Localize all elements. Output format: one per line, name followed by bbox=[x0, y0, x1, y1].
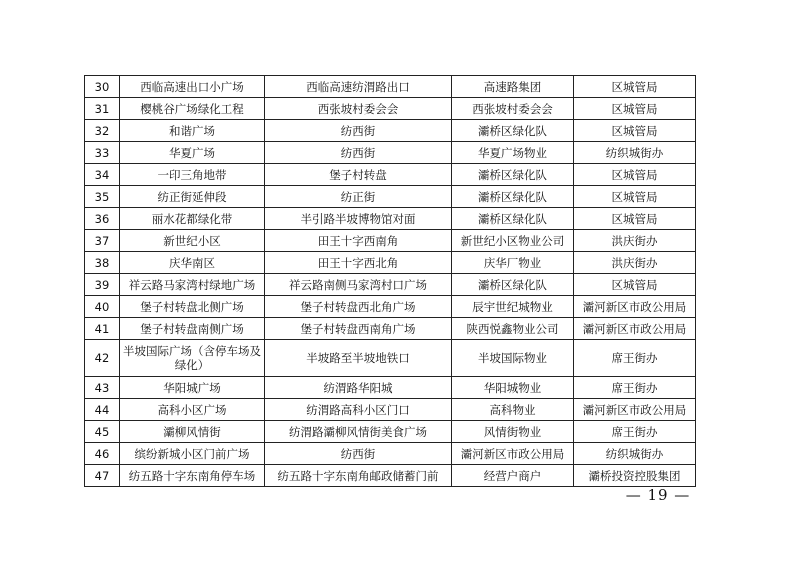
row-number: 39 bbox=[85, 274, 120, 296]
location-cell: 田王十字西南角 bbox=[265, 230, 452, 252]
supervising-dept: 灞河新区市政公用局 bbox=[574, 318, 696, 340]
supervising-dept: 洪庆街办 bbox=[574, 230, 696, 252]
supervising-dept: 洪庆街办 bbox=[574, 252, 696, 274]
location-cell: 堡子村转盘 bbox=[265, 164, 452, 186]
management-unit: 灞桥区绿化队 bbox=[452, 164, 574, 186]
row-number: 43 bbox=[85, 377, 120, 399]
table-row bbox=[85, 208, 696, 230]
location-cell: 纺西街 bbox=[265, 142, 452, 164]
table-row bbox=[85, 296, 696, 318]
location-cell: 纺西街 bbox=[265, 120, 452, 142]
row-number: 34 bbox=[85, 164, 120, 186]
table-row bbox=[85, 274, 696, 296]
location-cell: 纺渭路华阳城 bbox=[265, 377, 452, 399]
page-number: — 19 — bbox=[625, 486, 691, 504]
management-unit: 半坡国际物业 bbox=[452, 340, 574, 377]
supervising-dept: 区城管局 bbox=[574, 120, 696, 142]
table-row bbox=[85, 98, 696, 120]
supervising-dept: 灞桥投资控股集团 bbox=[574, 465, 696, 487]
management-unit: 灞桥区绿化队 bbox=[452, 274, 574, 296]
row-number: 31 bbox=[85, 98, 120, 120]
table-row bbox=[85, 142, 696, 164]
management-unit: 华阳城物业 bbox=[452, 377, 574, 399]
location-cell: 堡子村转盘西北角广场 bbox=[265, 296, 452, 318]
supervising-dept: 纺织城街办 bbox=[574, 443, 696, 465]
supervising-dept: 区城管局 bbox=[574, 208, 696, 230]
facility-name: 西临高速出口小广场 bbox=[120, 76, 265, 98]
facility-name: 高科小区广场 bbox=[120, 399, 265, 421]
table-row bbox=[85, 421, 696, 443]
table-row bbox=[85, 465, 696, 487]
management-unit: 经营户商户 bbox=[452, 465, 574, 487]
row-number: 44 bbox=[85, 399, 120, 421]
table-row bbox=[85, 377, 696, 399]
management-unit: 新世纪小区物业公司 bbox=[452, 230, 574, 252]
management-unit: 高速路集团 bbox=[452, 76, 574, 98]
table-body bbox=[85, 76, 696, 487]
facility-name: 丽水花都绿化带 bbox=[120, 208, 265, 230]
supervising-dept: 纺织城街办 bbox=[574, 142, 696, 164]
management-unit: 灞桥区绿化队 bbox=[452, 186, 574, 208]
supervising-dept: 区城管局 bbox=[574, 164, 696, 186]
facility-name: 祥云路马家湾村绿地广场 bbox=[120, 274, 265, 296]
row-number: 30 bbox=[85, 76, 120, 98]
facility-name: 樱桃谷广场绿化工程 bbox=[120, 98, 265, 120]
management-unit: 高科物业 bbox=[452, 399, 574, 421]
facility-name: 新世纪小区 bbox=[120, 230, 265, 252]
table-row bbox=[85, 164, 696, 186]
location-cell: 半引路半坡博物馆对面 bbox=[265, 208, 452, 230]
table-row bbox=[85, 399, 696, 421]
table-row bbox=[85, 186, 696, 208]
facility-name: 堡子村转盘南侧广场 bbox=[120, 318, 265, 340]
location-cell: 西临高速纺渭路出口 bbox=[265, 76, 452, 98]
facility-name: 庆华南区 bbox=[120, 252, 265, 274]
location-cell: 祥云路南侧马家湾村口广场 bbox=[265, 274, 452, 296]
facility-name: 灞柳风情街 bbox=[120, 421, 265, 443]
management-unit: 风情街物业 bbox=[452, 421, 574, 443]
management-unit: 庆华厂物业 bbox=[452, 252, 574, 274]
table-row bbox=[85, 252, 696, 274]
location-cell: 纺西街 bbox=[265, 443, 452, 465]
row-number: 37 bbox=[85, 230, 120, 252]
facility-name: 堡子村转盘北侧广场 bbox=[120, 296, 265, 318]
supervising-dept: 灞河新区市政公用局 bbox=[574, 399, 696, 421]
table-row bbox=[85, 443, 696, 465]
management-unit: 灞桥区绿化队 bbox=[452, 120, 574, 142]
facility-name: 华夏广场 bbox=[120, 142, 265, 164]
location-cell: 田王十字西北角 bbox=[265, 252, 452, 274]
supervising-dept: 区城管局 bbox=[574, 76, 696, 98]
facility-name: 缤纷新城小区门前广场 bbox=[120, 443, 265, 465]
management-unit: 华夏广场物业 bbox=[452, 142, 574, 164]
row-number: 38 bbox=[85, 252, 120, 274]
supervising-dept: 席王街办 bbox=[574, 340, 696, 377]
row-number: 42 bbox=[85, 340, 120, 377]
supervising-dept: 席王街办 bbox=[574, 421, 696, 443]
facility-name: 纺正街延伸段 bbox=[120, 186, 265, 208]
row-number: 32 bbox=[85, 120, 120, 142]
management-unit: 灞河新区市政公用局 bbox=[452, 443, 574, 465]
location-cell: 纺正街 bbox=[265, 186, 452, 208]
location-cell: 纺渭路灞柳风情街美食广场 bbox=[265, 421, 452, 443]
row-number: 33 bbox=[85, 142, 120, 164]
management-unit: 西张坡村委会会 bbox=[452, 98, 574, 120]
facility-name: 半坡国际广场（含停车场及绿化） bbox=[120, 340, 265, 377]
row-number: 47 bbox=[85, 465, 120, 487]
row-number: 46 bbox=[85, 443, 120, 465]
row-number: 40 bbox=[85, 296, 120, 318]
facility-table bbox=[84, 75, 696, 487]
row-number: 36 bbox=[85, 208, 120, 230]
location-cell: 半坡路至半坡地铁口 bbox=[265, 340, 452, 377]
supervising-dept: 席王街办 bbox=[574, 377, 696, 399]
supervising-dept: 区城管局 bbox=[574, 186, 696, 208]
table-row bbox=[85, 340, 696, 377]
row-number: 45 bbox=[85, 421, 120, 443]
location-cell: 纺五路十字东南角邮政储蓄门前 bbox=[265, 465, 452, 487]
row-number: 35 bbox=[85, 186, 120, 208]
facility-name: 和谐广场 bbox=[120, 120, 265, 142]
facility-name: 华阳城广场 bbox=[120, 377, 265, 399]
table-row bbox=[85, 76, 696, 98]
management-unit: 陕西悦鑫物业公司 bbox=[452, 318, 574, 340]
location-cell: 堡子村转盘西南角广场 bbox=[265, 318, 452, 340]
table-row bbox=[85, 120, 696, 142]
supervising-dept: 区城管局 bbox=[574, 98, 696, 120]
facility-name: 纺五路十字东南角停车场 bbox=[120, 465, 265, 487]
location-cell: 纺渭路高科小区门口 bbox=[265, 399, 452, 421]
facility-name: 一印三角地带 bbox=[120, 164, 265, 186]
row-number: 41 bbox=[85, 318, 120, 340]
supervising-dept: 灞河新区市政公用局 bbox=[574, 296, 696, 318]
management-unit: 灞桥区绿化队 bbox=[452, 208, 574, 230]
table-row bbox=[85, 318, 696, 340]
management-unit: 辰宇世纪城物业 bbox=[452, 296, 574, 318]
location-cell: 西张坡村委会会 bbox=[265, 98, 452, 120]
supervising-dept: 区城管局 bbox=[574, 274, 696, 296]
table-row bbox=[85, 230, 696, 252]
